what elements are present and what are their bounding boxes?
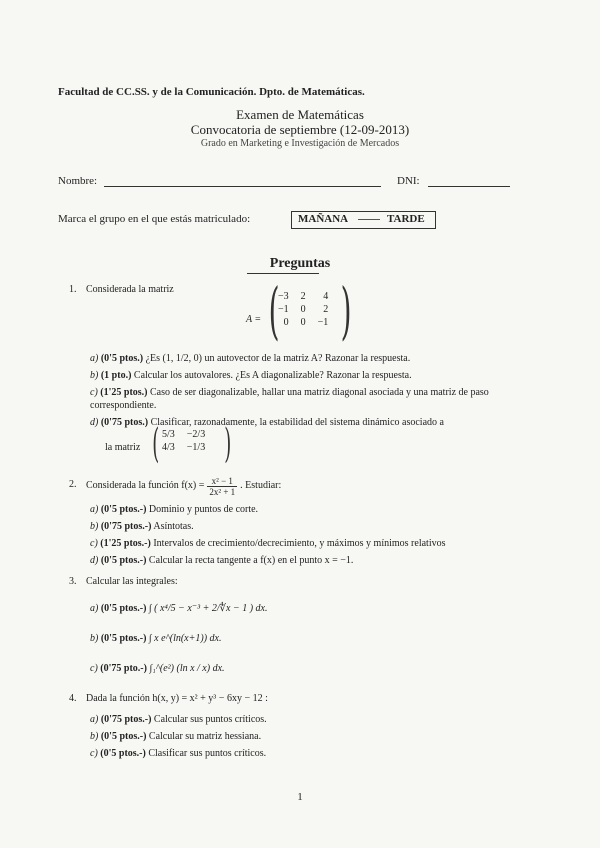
group-prompt: Marca el grupo en el que estás matriculado:	[58, 213, 251, 225]
item-points: (0'5 ptos.-)	[100, 731, 147, 742]
item-points: (0'5 ptos.-)	[100, 748, 146, 759]
group-selector	[291, 211, 436, 229]
item-points: (0'5 ptos.-)	[100, 603, 147, 614]
matrix-cell: −3	[278, 291, 289, 302]
item-text: Clasificar sus puntos críticos.	[148, 748, 267, 759]
fraction-numerator: x² − 1	[207, 476, 237, 487]
item-text: Asíntotas.	[153, 521, 194, 532]
item-text: Dominio y puntos de corte.	[148, 504, 259, 515]
exam-session: Convocatoria de septiembre (12-09-2013)	[190, 122, 410, 137]
q4-a	[90, 713, 267, 726]
item-points: (0'5 ptos.)	[100, 353, 144, 364]
q1-c	[90, 386, 510, 412]
q3-number: 3.	[69, 576, 77, 587]
dni-field[interactable]	[428, 186, 510, 187]
q2-intro	[86, 469, 281, 503]
q2-b	[90, 520, 194, 533]
q1-d-cont: la matriz	[105, 442, 141, 453]
item-tag: c)	[90, 663, 98, 674]
q4-intro: Dada la función h(x, y) = x² + y³ − 6xy − 12 :	[86, 693, 268, 704]
item-points: (1 pto.)	[100, 370, 132, 381]
item-text: Caso de ser diagonalizable, hallar una matriz diagonal asociada y una matriz de paso correspondiente.	[90, 387, 489, 411]
item-tag: b)	[90, 731, 99, 742]
item-tag: b)	[90, 370, 99, 381]
matrix-cell: 0	[300, 304, 306, 315]
item-text: Calcular los autovalores. ¿Es A diagonalizable? Razonar la respuesta.	[133, 370, 412, 381]
integral-expression: ∫₁^(e²) (ln x / x) dx.	[149, 663, 225, 674]
group-afternoon-option[interactable]: TARDE	[387, 213, 425, 225]
exam-title: Examen de Matemáticas	[236, 107, 364, 122]
matrix-cell: 0	[283, 317, 289, 328]
q1-b	[90, 369, 510, 382]
item-points: (1'25 ptos.)	[100, 387, 148, 398]
item-points: (0'75 ptos.-)	[100, 521, 152, 532]
left-paren-icon: (	[268, 274, 280, 347]
item-tag: a)	[90, 603, 99, 614]
q3-intro: Calcular las integrales:	[86, 576, 178, 587]
item-points: (0'5 ptos.-)	[100, 504, 147, 515]
item-tag: b)	[90, 633, 99, 644]
name-field[interactable]	[104, 186, 381, 187]
matrix-cell: −1	[317, 317, 329, 328]
item-text: Calcular la recta tangente a f(x) en el punto x = −1.	[148, 555, 354, 566]
left-paren-icon: (	[152, 421, 160, 467]
right-paren-icon: )	[340, 274, 352, 347]
integral-expression: ∫ ( x⁴/5 − x⁻³ + 2/∜x − 1 ) dx.	[148, 603, 268, 614]
q3-b	[90, 632, 221, 645]
q4-b	[90, 730, 261, 743]
item-tag: c)	[90, 748, 98, 759]
item-text: ¿Es (1, 1/2, 0) un autovector de la matriz A? Razonar la respuesta.	[145, 353, 411, 364]
integral-expression: ∫ x e^(ln(x+1)) dx.	[148, 633, 222, 644]
item-tag: d)	[90, 417, 99, 428]
item-text: Calcular sus puntos críticos.	[153, 714, 267, 725]
q1-a	[90, 352, 510, 365]
q1-matrix-label: A =	[246, 314, 262, 325]
item-tag: b)	[90, 521, 99, 532]
matrix-cell: −1	[278, 304, 289, 315]
item-points: (0'75 pto.-)	[100, 663, 147, 674]
section-title-underline	[247, 273, 319, 274]
q4-c	[90, 747, 266, 760]
page-number: 1	[297, 791, 303, 803]
matrix-cell: 4	[323, 291, 329, 302]
q2-number: 2.	[69, 479, 77, 490]
item-points: (0'75 ptos.)	[100, 417, 149, 428]
matrix-cell: 5/3	[162, 429, 175, 440]
item-tag: d)	[90, 555, 99, 566]
matrix-cell: 0	[300, 317, 306, 328]
item-tag: c)	[90, 387, 98, 398]
q2-d	[90, 554, 353, 567]
q2-intro-text: Considerada la función f(x) =	[86, 480, 205, 491]
matrix-cell: 2	[323, 304, 329, 315]
q1-d-matrix-table	[156, 428, 211, 454]
matrix-cell: −2/3	[186, 429, 206, 440]
q1-number: 1.	[69, 284, 77, 295]
q2-c	[90, 537, 445, 550]
item-points: (0'75 ptos.-)	[100, 714, 152, 725]
q1-d-matrix	[152, 421, 232, 467]
q4-number: 4.	[69, 693, 77, 704]
q3-c	[90, 662, 225, 675]
group-morning-option[interactable]: MAÑANA	[298, 213, 349, 225]
fraction-denominator: 2x² + 1	[209, 486, 236, 497]
q2-fraction	[207, 476, 237, 497]
item-points: (0'5 ptos.-)	[100, 633, 147, 644]
dni-label: DNI:	[397, 175, 420, 187]
section-title: Preguntas	[269, 256, 331, 271]
q2-a	[90, 503, 258, 516]
q1-matrix-table	[272, 290, 334, 329]
item-tag: a)	[90, 504, 99, 515]
matrix-cell: 2	[300, 291, 306, 302]
item-tag: c)	[90, 538, 98, 549]
item-tag: a)	[90, 353, 99, 364]
q1-matrix	[268, 274, 352, 347]
name-label: Nombre:	[58, 175, 98, 187]
q3-a	[90, 602, 268, 615]
faculty-header: Facultad de CC.SS. y de la Comunicación. Dpto. de Matemáticas.	[58, 86, 365, 98]
item-text: Calcular su matriz hessiana.	[148, 731, 262, 742]
matrix-cell: −1/3	[186, 442, 206, 453]
item-points: (1'25 ptos.-)	[100, 538, 151, 549]
right-paren-icon: )	[224, 421, 232, 467]
item-text: Intervalos de crecimiento/decrecimiento, y máximos y mínimos relativos	[153, 538, 446, 549]
item-tag: a)	[90, 714, 99, 725]
matrix-cell: 4/3	[162, 442, 175, 453]
q1-intro: Considerada la matriz	[86, 284, 174, 295]
q2-intro-end: . Estudiar:	[240, 480, 282, 491]
item-points: (0'5 ptos.-)	[100, 555, 147, 566]
degree-name: Grado en Marketing e Investigación de Mercados	[200, 138, 400, 149]
group-divider	[358, 219, 380, 220]
item-text: Clasificar, razonadamente, la estabilidad del sistema dinámico asociado a	[150, 417, 444, 428]
